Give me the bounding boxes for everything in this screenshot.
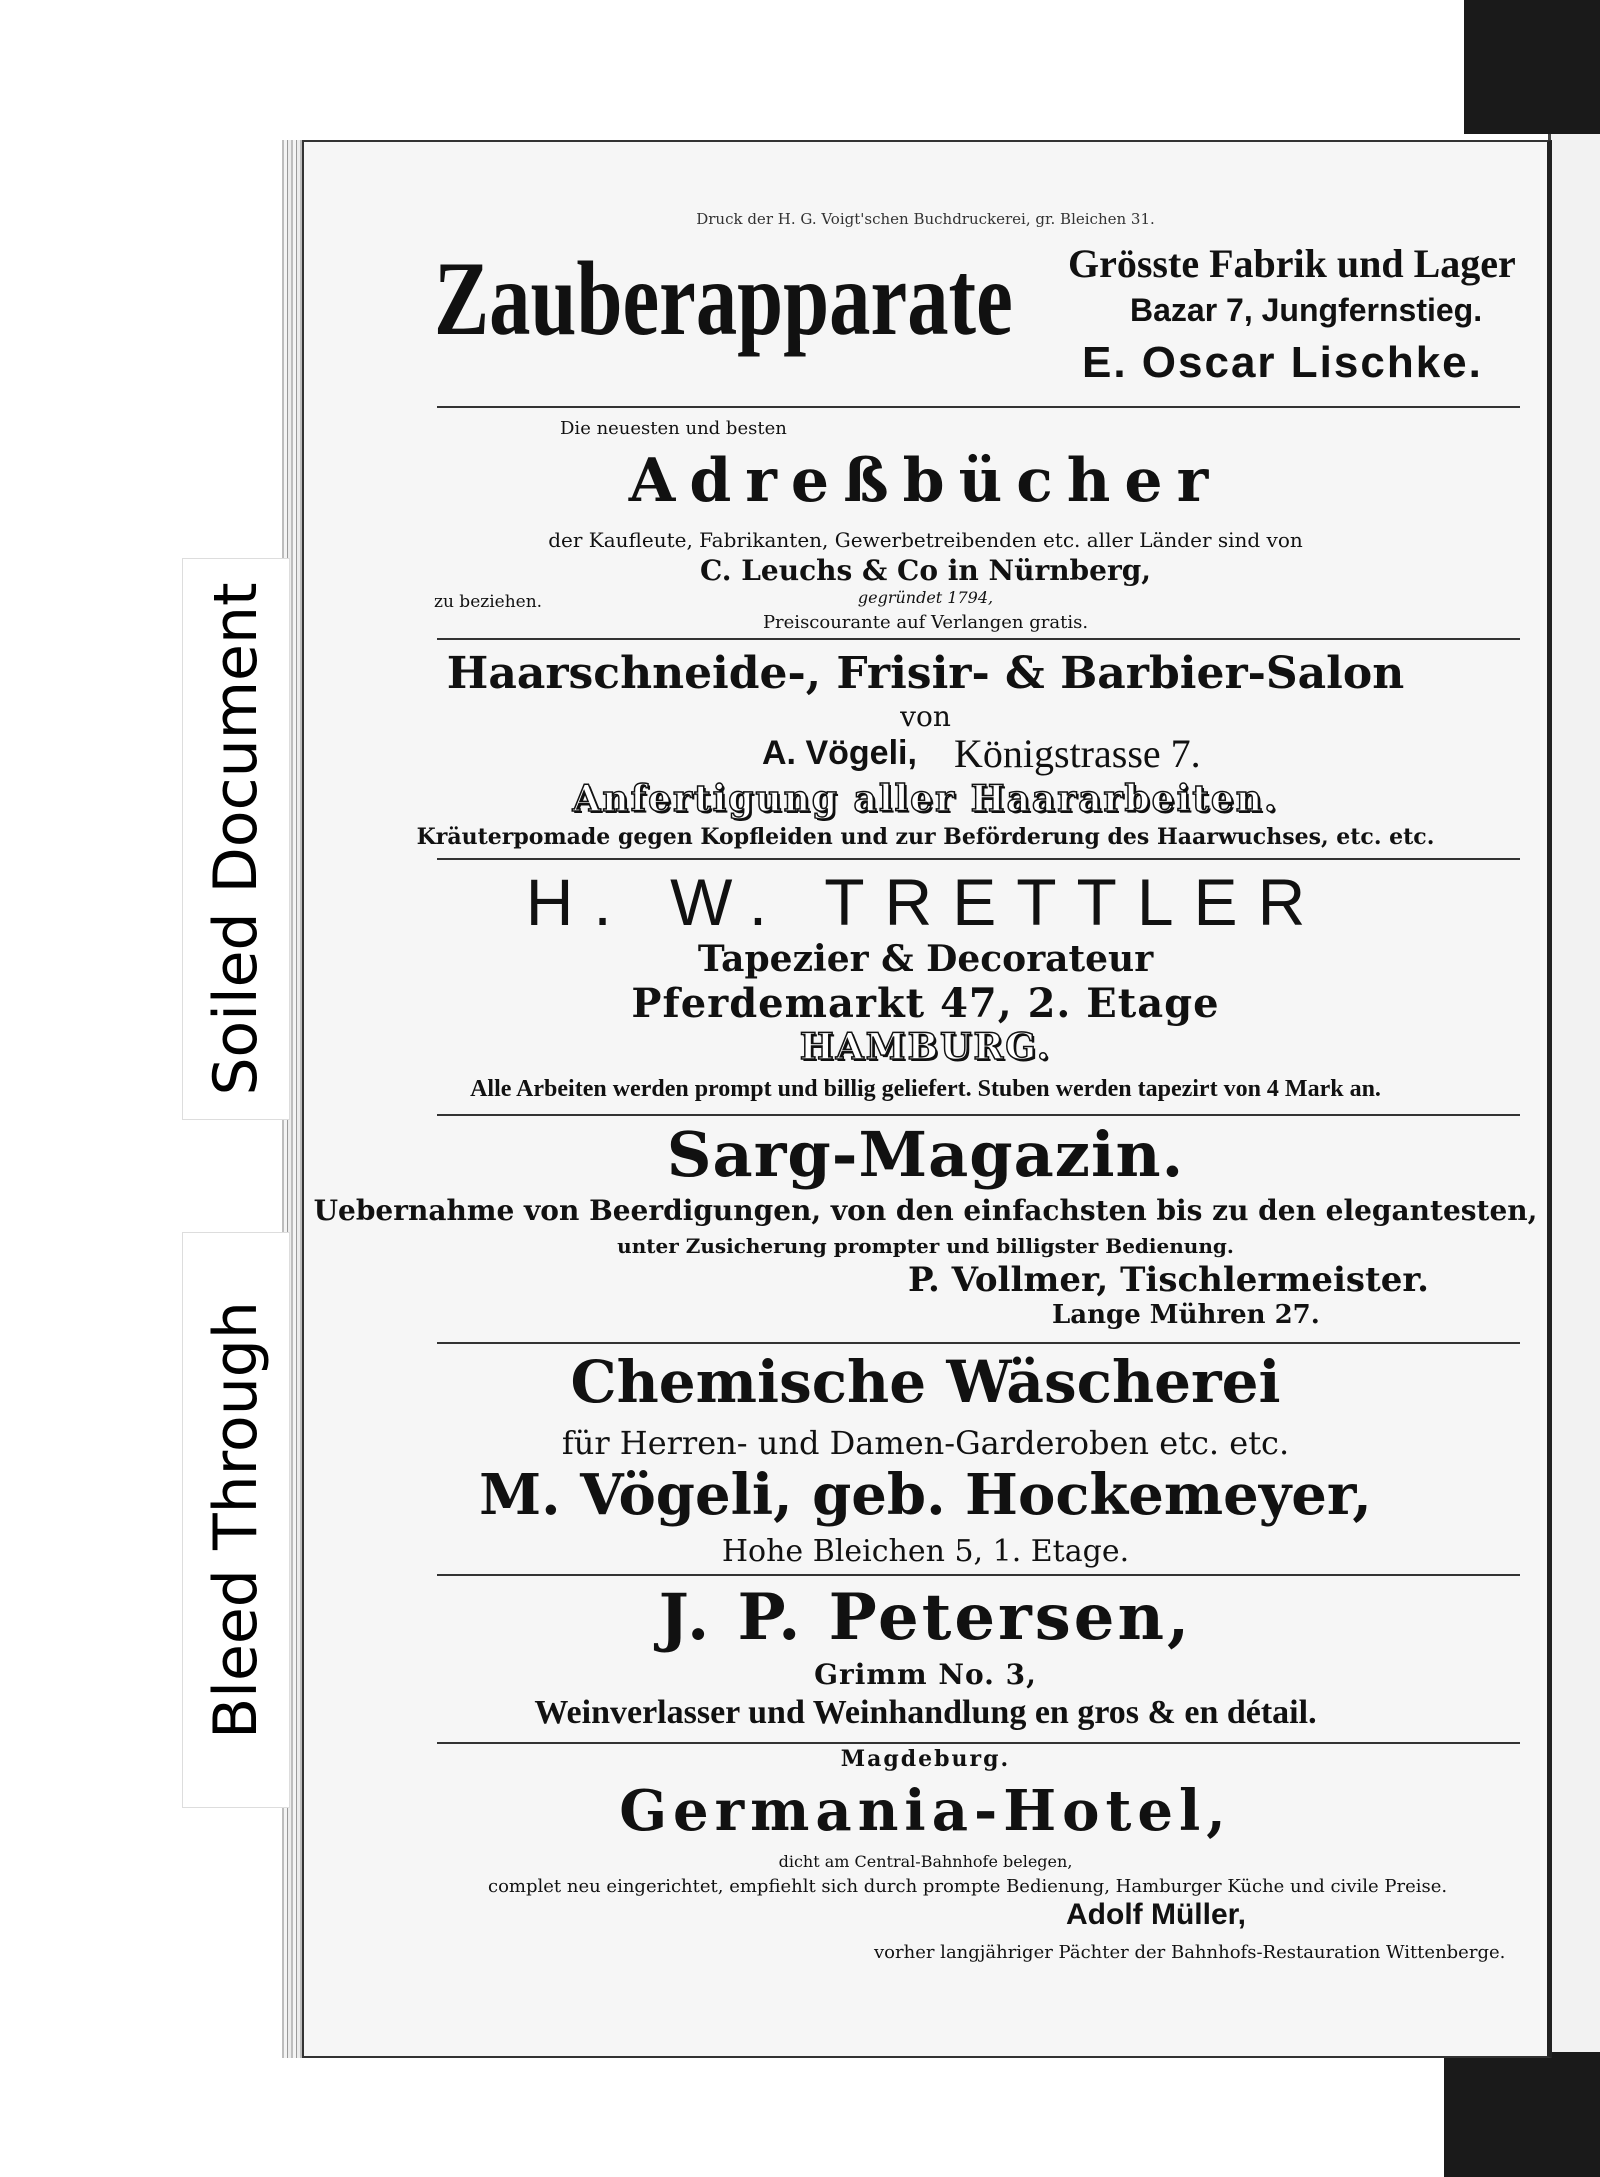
salon-title: Haarschneide-, Frisir- & Barbier-Salon (446, 648, 1405, 699)
adress-side-note: zu beziehen. (434, 592, 543, 612)
divider (437, 1114, 1520, 1116)
scan-border-bottom-right (1444, 2052, 1600, 2177)
advertisement-page (302, 140, 1552, 2058)
divider (437, 1342, 1520, 1344)
adress-founded: gegründet 1794, (857, 588, 994, 607)
waescherei-address: Hohe Bleichen 5, 1. Etage. (721, 1534, 1130, 1569)
petersen-name: J. P. Petersen, (658, 1580, 1193, 1655)
divider (437, 1574, 1520, 1576)
salon-products: Kräuterpomade gegen Kopfleiden und zur Beförderung des Haarwuchses, etc. etc. (416, 824, 1435, 850)
trettler-address: Pferdemarkt 47, 2. Etage (631, 980, 1220, 1027)
salon-service: Anfertigung aller Haararbeiten. (572, 778, 1279, 820)
salon-address: Königstrasse 7. (954, 731, 1201, 776)
divider (437, 638, 1520, 640)
zauber-title: Zauberapparate (434, 240, 1013, 357)
adress-desc: der Kaufleute, Fabrikanten, Gewerbetreibenden etc. aller Länder sind von (548, 528, 1303, 552)
petersen-trade: Weinverlasser und Weinhandlung en gros & en détail. (534, 1694, 1317, 1731)
hotel-line2: complet neu eingerichtet, empfiehlt sich durch prompte Bedienung, Hamburger Küche und civile Preise. (488, 1876, 1448, 1897)
trettler-note: Alle Arbeiten werden prompt und billig geliefert. Stuben werden tapezirt von 4 Mark an. (470, 1076, 1381, 1102)
divider (437, 406, 1520, 408)
adress-prices: Preiscourante auf Verlangen gratis. (762, 612, 1089, 633)
sarg-owner: P. Vollmer, Tischlermeister. (908, 1260, 1429, 1300)
sarg-line1: Uebernahme von Beerdigungen, von den einfachsten bis zu den elegantesten, (313, 1194, 1538, 1227)
petersen-address: Grimm No. 3, (814, 1658, 1037, 1691)
salon-von: von (900, 700, 951, 733)
trettler-name: H. W. TRETTLER (525, 865, 1326, 939)
scan-border-top-right (1464, 0, 1600, 134)
waescherei-owner: M. Vögeli, geb. Hockemeyer, (479, 1462, 1372, 1528)
hotel-line3: vorher langjähriger Pächter der Bahnhofs-Restauration Wittenberge. (874, 1942, 1506, 1963)
salon-owner: A. Vögeli, (762, 734, 917, 772)
divider (437, 858, 1520, 860)
sarg-address: Lange Mühren 27. (1052, 1300, 1320, 1330)
zauber-line1: Grösste Fabrik und Lager (1068, 241, 1516, 286)
zauber-owner: E. Oscar Lischke. (1082, 338, 1483, 387)
trettler-trade: Tapezier & Decorateur (697, 938, 1154, 980)
adress-company: C. Leuchs & Co in Nürnberg, (699, 554, 1152, 587)
waescherei-line1: für Herren- und Damen-Garderoben etc. etc. (561, 1424, 1290, 1462)
label-soiled-document: Soiled Document (182, 558, 290, 1120)
adress-title: Adreßbücher (628, 446, 1223, 516)
printer-line: Druck der H. G. Voigt'schen Buchdruckerei, gr. Bleichen 31. (696, 210, 1155, 228)
sarg-line2: unter Zusicherung prompter und billigster Bedienung. (617, 1234, 1234, 1258)
adress-intro: Die neuesten und besten (560, 418, 787, 439)
label-bleed-through: Bleed Through (182, 1232, 290, 1808)
zauber-line2: Bazar 7, Jungfernstieg. (1130, 292, 1483, 328)
sarg-title: Sarg-Magazin. (666, 1118, 1185, 1191)
hotel-line1: dicht am Central-Bahnhofe belegen, (778, 1852, 1073, 1871)
divider (437, 1742, 1520, 1744)
hotel-owner: Adolf Müller, (1066, 1898, 1246, 1931)
adjacent-page-edge (1548, 134, 1600, 2052)
waescherei-title: Chemische Wäscherei (570, 1348, 1281, 1416)
hotel-city: Magdeburg. (840, 1746, 1011, 1772)
hotel-title: Germania-Hotel, (619, 1778, 1232, 1844)
trettler-city: HAMBURG. (799, 1026, 1052, 1068)
